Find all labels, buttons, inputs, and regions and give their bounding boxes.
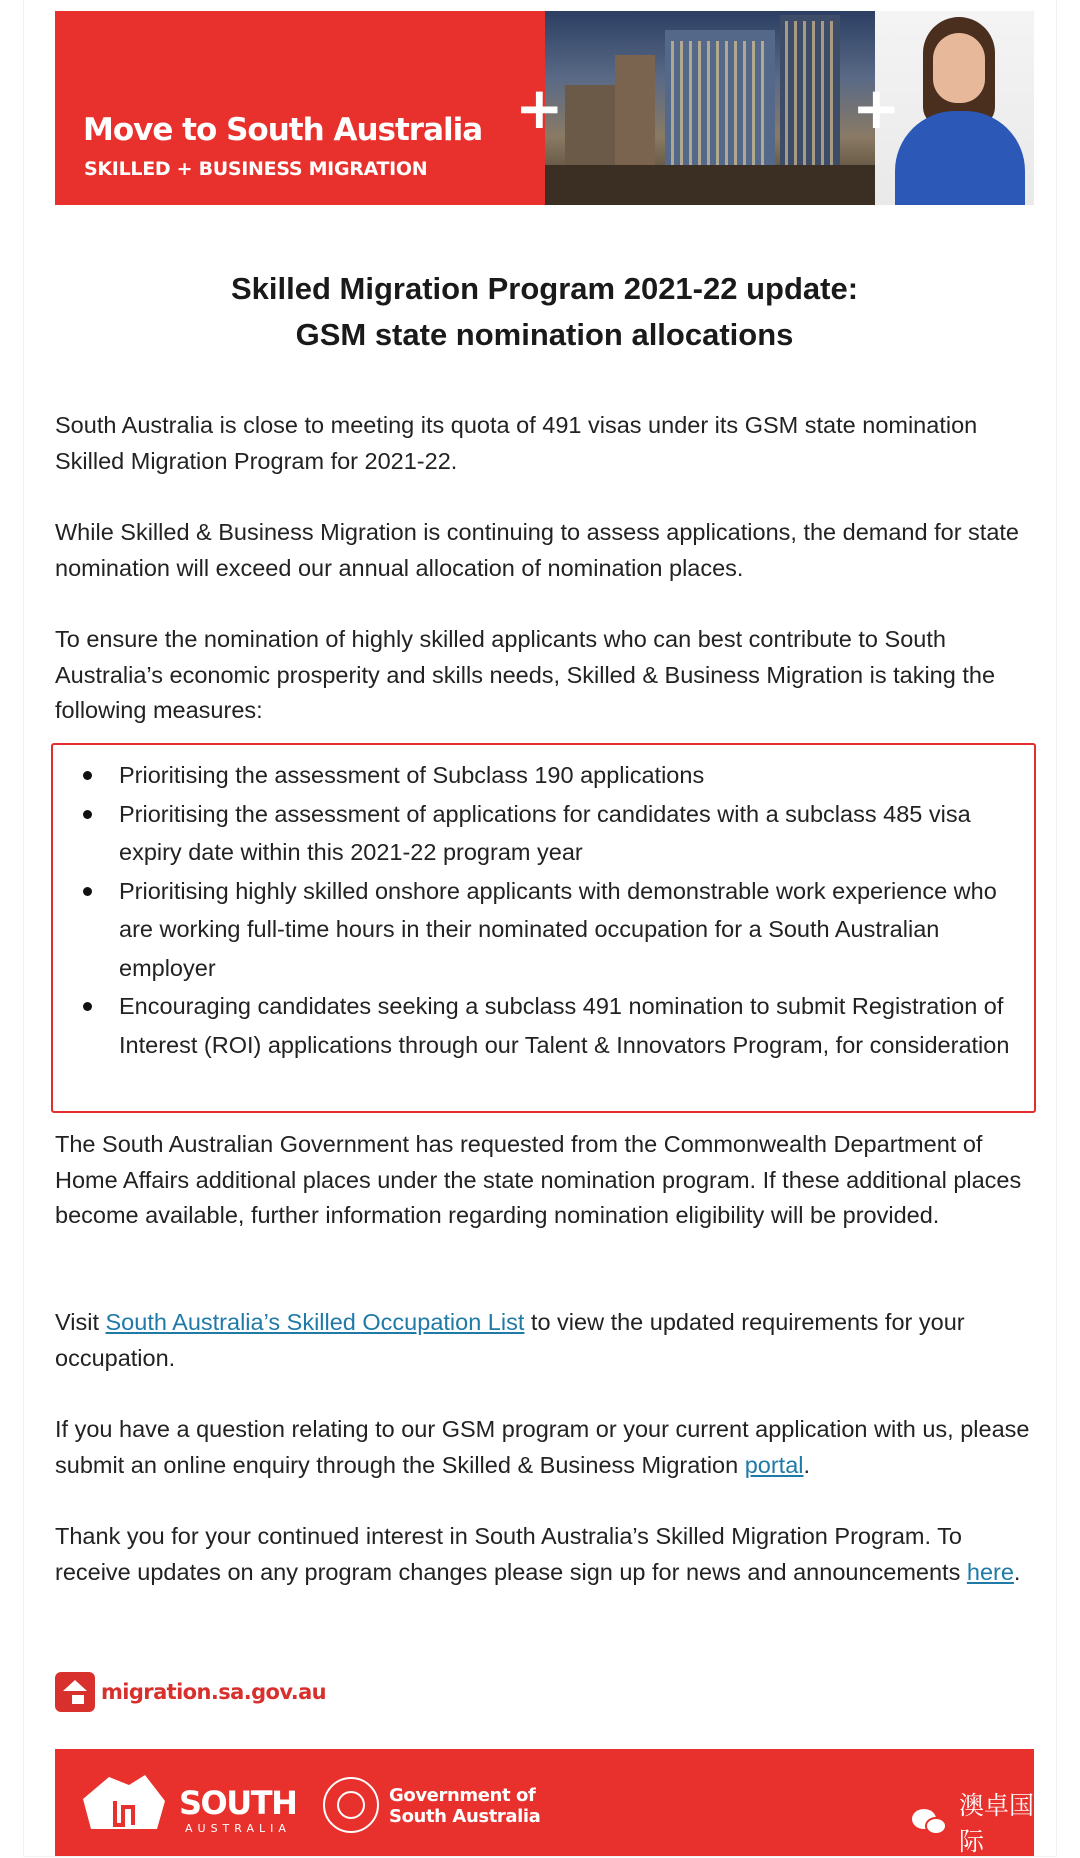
watermark	[912, 1786, 1056, 1858]
paragraph-occupation-list: Visit South Australia’s Skilled Occupation List to view the updated requirements for your occupation.	[55, 1309, 965, 1371]
gov-text: Government of South Australia	[389, 1785, 541, 1827]
list-item: Prioritising the assessment of applications for candidates with a subclass 485 visa expiry date within this 2021-22 program year	[119, 795, 1019, 872]
paragraph-additional-places: The South Australian Government has requested from the Commonwealth Department of Home Affairs additional places under the state nomination program. If these additional places become available, further information regarding nomination eligibility will be provided.	[55, 1131, 1022, 1228]
paragraph-thanks: Thank you for your continued interest in South Australia’s Skilled Migration Program. To receive updates on any program changes please sign up for news and announcements here.	[55, 1523, 1021, 1585]
bullet-icon	[83, 887, 92, 896]
banner-title: Move to South Australia	[83, 112, 483, 148]
bullet-icon	[83, 771, 92, 780]
gov-seal-icon	[323, 1777, 379, 1833]
signup-here-link[interactable]: here	[966, 1558, 1014, 1585]
header-banner	[55, 11, 1034, 205]
occupation-list-link[interactable]: South Australia’s Skilled Occupation List	[105, 1309, 525, 1335]
sa-logo-icon	[79, 1771, 169, 1833]
plus-icon: +	[515, 74, 564, 142]
plus-icon: +	[852, 74, 901, 142]
bullet-icon	[83, 1002, 92, 1011]
list-item: Encouraging candidates seeking a subclass 491 nomination to submit Registration of Interest (ROI) applications through our Talent & Innovators Program, for consideration	[119, 987, 1019, 1064]
paragraph-quota: South Australia is close to meeting its quota of 491 visas under its GSM state nomination Skilled Migration Program for 2021-22.	[55, 412, 978, 474]
banner-subtitle: SKILLED + BUSINESS MIGRATION	[84, 158, 428, 180]
list-item: Prioritising the assessment of Subclass 190 applications	[119, 756, 1019, 795]
list-item: Prioritising highly skilled onshore applicants with demonstrable work experience who are working full-time hours in their nominated occupation for a South Australian employer	[119, 872, 1019, 988]
house-icon	[55, 1672, 95, 1712]
sa-wordmark: SOUTH	[179, 1784, 297, 1822]
site-url[interactable]: migration.sa.gov.au	[101, 1680, 327, 1704]
page-title-line2: GSM state nomination allocations	[295, 317, 794, 352]
portal-link[interactable]: portal	[744, 1451, 804, 1478]
footer-bar	[55, 1749, 1034, 1856]
site-logo[interactable]	[55, 1671, 326, 1713]
watermark-text: 澳卓国际	[958, 1791, 1034, 1856]
wechat-icon	[912, 1807, 947, 1837]
page-title-line1: Skilled Migration Program 2021-22 update:	[230, 271, 859, 306]
sa-wordmark-sub: AUSTRALIA	[185, 1822, 291, 1835]
bullet-icon	[83, 810, 92, 819]
paragraph-demand: While Skilled & Business Migration is continuing to assess applications, the demand for state nomination will exceed our annual allocation of nomination places.	[55, 519, 1019, 581]
measures-list	[119, 756, 1019, 1064]
email-page	[24, 0, 1056, 1856]
paragraph-measures-intro: To ensure the nomination of highly skilled applicants who can best contribute to South Australia’s economic prosperity and skills needs, Skilled & Business Migration is taking the following measures:	[55, 626, 996, 723]
city-photo	[545, 11, 875, 205]
page-title	[55, 266, 1034, 358]
paragraph-enquiry: If you have a question relating to our GSM program or your current application with us, please submit an online enquiry through the Skilled & Business Migration portal.	[55, 1416, 1030, 1478]
